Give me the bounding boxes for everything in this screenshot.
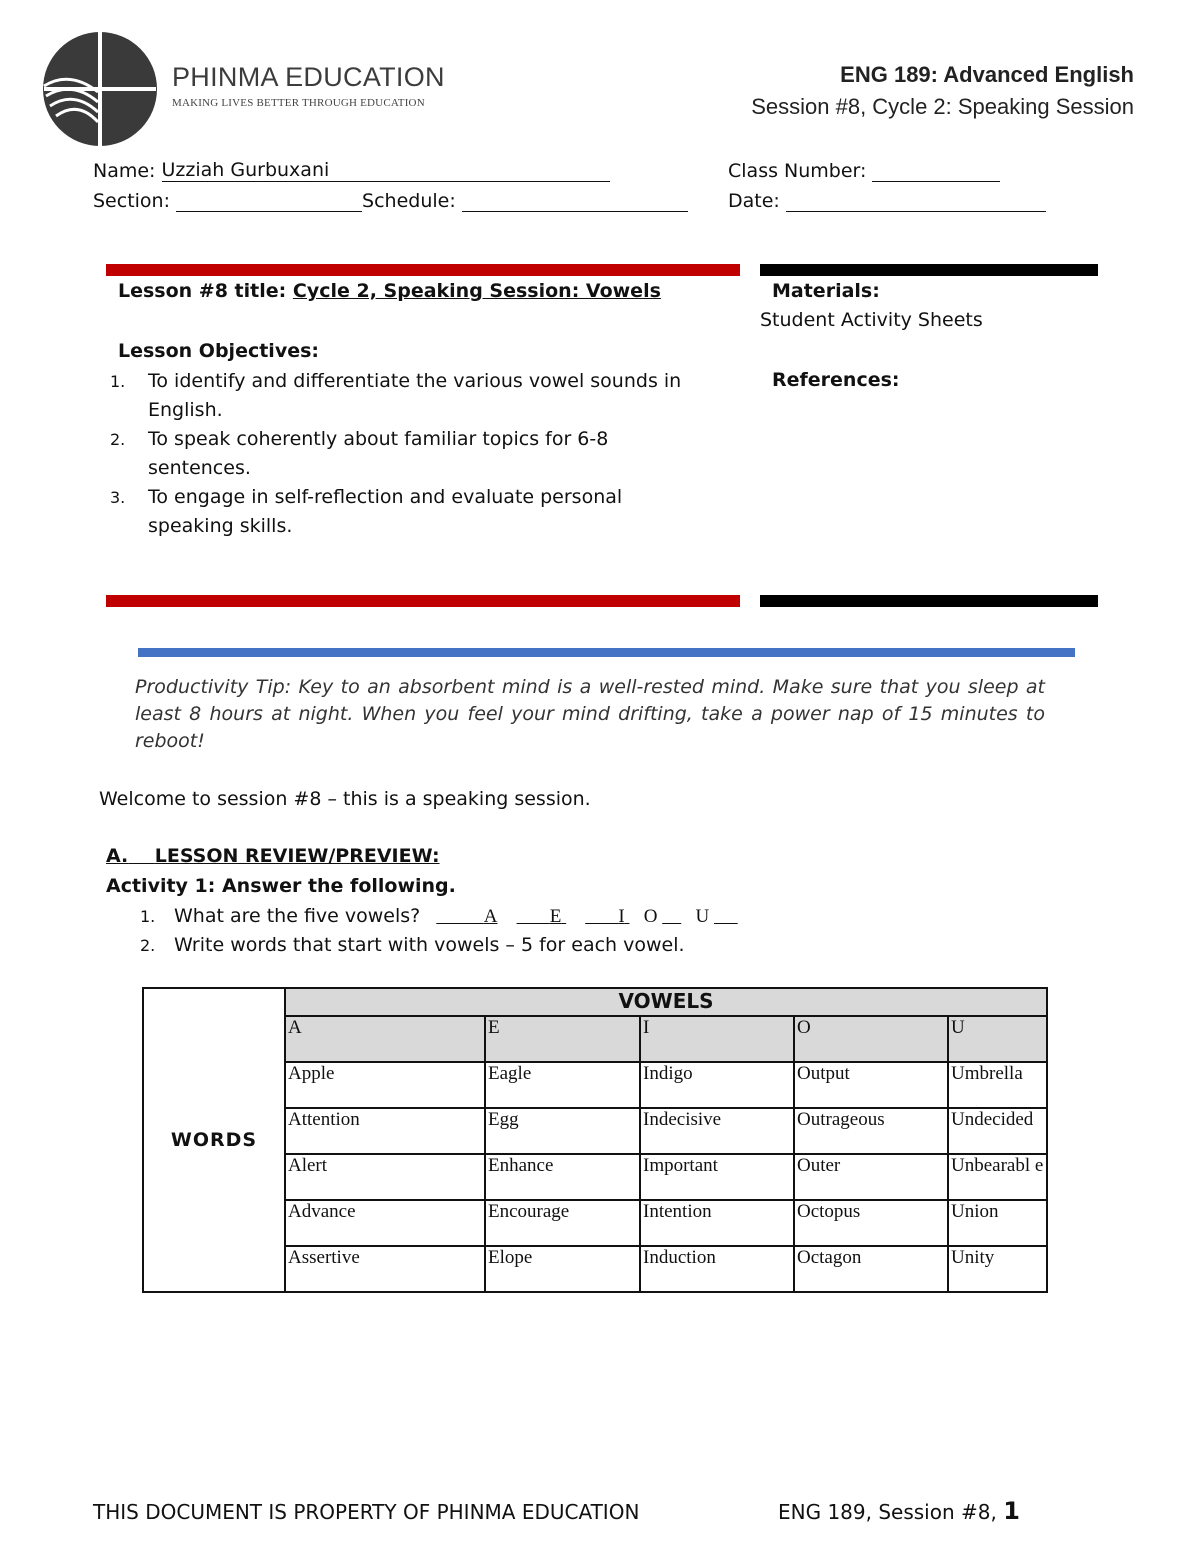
word-cell[interactable]: Outer — [794, 1154, 948, 1200]
word-cell[interactable]: Advance — [285, 1200, 485, 1246]
materials-value: Student Activity Sheets — [760, 309, 983, 331]
objectives-heading: Lesson Objectives: — [118, 340, 319, 362]
references-heading: References: — [772, 369, 900, 391]
bottom-black-divider — [760, 595, 1098, 607]
words-row-label: WORDS — [143, 988, 285, 1292]
column-header-o: O — [794, 1016, 948, 1062]
date-input[interactable] — [786, 191, 1046, 212]
objective-item — [110, 483, 710, 541]
answer-a: A — [483, 906, 498, 927]
answer-blank[interactable] — [436, 906, 497, 927]
date-field[interactable] — [728, 190, 1046, 212]
brand-tagline: MAKING LIVES BETTER THROUGH EDUCATION — [172, 97, 425, 109]
top-black-divider — [760, 264, 1098, 276]
name-value: Uzziah Gurbuxani — [161, 159, 330, 181]
section-a-heading — [106, 845, 440, 867]
objective-number: 3. — [110, 488, 126, 507]
word-cell[interactable]: Octagon — [794, 1246, 948, 1292]
lesson-title-value: Cycle 2, Speaking Session: Vowels — [292, 280, 661, 302]
objective-text: To speak coherently about familiar topics for 6-8 sentences. — [148, 428, 609, 479]
question-text: What are the five vowels? — [174, 905, 421, 927]
lesson-title-label: Lesson #8 title: — [118, 280, 287, 302]
class-number-input[interactable] — [872, 161, 1000, 182]
top-red-divider — [106, 264, 740, 276]
column-header-i: I — [640, 1016, 794, 1062]
answer-u: U — [695, 906, 710, 927]
word-cell[interactable]: Unity — [948, 1246, 1047, 1292]
word-cell[interactable]: Eagle — [485, 1062, 640, 1108]
name-input[interactable] — [162, 161, 610, 182]
section-label: Section: — [93, 190, 170, 212]
question-number: 1. — [140, 907, 156, 926]
name-field[interactable] — [93, 160, 610, 182]
word-cell[interactable]: Undecided — [948, 1108, 1047, 1154]
activity-title: Activity 1: Answer the following. — [106, 875, 456, 897]
answer-blank[interactable] — [517, 906, 567, 927]
schedule-input[interactable] — [462, 191, 688, 212]
course-title: ENG 189: Advanced English — [840, 62, 1134, 87]
word-cell[interactable]: Elope — [485, 1246, 640, 1292]
word-cell[interactable]: Assertive — [285, 1246, 485, 1292]
tip-blue-divider — [138, 648, 1075, 657]
objective-number: 2. — [110, 430, 126, 449]
class-number-field[interactable] — [728, 160, 1000, 182]
column-header-u: U — [948, 1016, 1047, 1062]
page-number: 1 — [1003, 1497, 1020, 1525]
word-cell[interactable]: Indigo — [640, 1062, 794, 1108]
answer-blank[interactable] — [662, 906, 681, 927]
question-2 — [140, 931, 685, 960]
word-cell[interactable]: Indecisive — [640, 1108, 794, 1154]
objective-item — [110, 425, 710, 483]
word-cell[interactable]: Induction — [640, 1246, 794, 1292]
footer-property-notice: THIS DOCUMENT IS PROPERTY OF PHINMA EDUCATION — [93, 1500, 640, 1524]
word-cell[interactable]: Umbrella — [948, 1062, 1047, 1108]
word-cell[interactable]: Apple — [285, 1062, 485, 1108]
name-label: Name: — [93, 160, 156, 182]
section-field[interactable] — [93, 190, 688, 212]
schedule-label: Schedule: — [362, 190, 456, 212]
question-text: Write words that start with vowels – 5 for each vowel. — [174, 934, 685, 956]
word-cell[interactable]: Egg — [485, 1108, 640, 1154]
vowels-caption: VOWELS — [285, 988, 1047, 1016]
column-header-e: E — [485, 1016, 640, 1062]
vowel-answers[interactable] — [436, 906, 737, 927]
word-cell[interactable]: Alert — [285, 1154, 485, 1200]
column-header-a: A — [285, 1016, 485, 1062]
phinma-logo-icon — [40, 30, 160, 148]
answer-blank[interactable] — [714, 906, 738, 927]
word-cell[interactable]: Output — [794, 1062, 948, 1108]
brand-name: PHINMA EDUCATION — [172, 62, 445, 92]
word-cell[interactable]: Enhance — [485, 1154, 640, 1200]
objective-number: 1. — [110, 372, 126, 391]
objective-item — [110, 367, 710, 425]
word-cell[interactable]: Encourage — [485, 1200, 640, 1246]
bottom-red-divider — [106, 595, 740, 607]
section-input[interactable] — [176, 191, 362, 212]
productivity-tip: Productivity Tip: Key to an absorbent mind is a well-rested mind. Make sure that you sleep at least 8 hours at night. When you feel your mind drifting, take a power nap of 15 minutes to reboot! — [135, 676, 1045, 752]
welcome-text: Welcome to session #8 – this is a speaking session. — [99, 788, 591, 810]
word-cell[interactable]: Outrageous — [794, 1108, 948, 1154]
answer-i: I — [618, 906, 625, 927]
section-a-letter: A. — [106, 845, 129, 867]
lesson-title — [118, 280, 661, 302]
footer-session: ENG 189, Session #8, — [778, 1500, 997, 1524]
objectives-list — [110, 367, 710, 541]
word-cell[interactable]: Intention — [640, 1200, 794, 1246]
question-1 — [140, 902, 738, 931]
answer-blank[interactable] — [585, 906, 629, 927]
answer-e: E — [549, 906, 562, 927]
course-subtitle: Session #8, Cycle 2: Speaking Session — [751, 94, 1134, 119]
objective-text: To identify and differentiate the various vowel sounds in English. — [148, 370, 682, 421]
question-number: 2. — [140, 936, 156, 955]
objective-text: To engage in self-reflection and evaluate personal speaking skills. — [148, 486, 623, 537]
word-cell[interactable]: Important — [640, 1154, 794, 1200]
word-cell[interactable]: Attention — [285, 1108, 485, 1154]
word-cell[interactable]: Union — [948, 1200, 1047, 1246]
class-number-label: Class Number: — [728, 160, 867, 182]
date-label: Date: — [728, 190, 780, 212]
section-a-title: LESSON REVIEW/PREVIEW: — [154, 845, 440, 867]
word-cell[interactable]: Unbearabl e — [948, 1154, 1047, 1200]
materials-heading: Materials: — [772, 280, 880, 302]
vowel-words-table — [142, 987, 1048, 1293]
answer-o: O — [643, 906, 658, 927]
word-cell[interactable]: Octopus — [794, 1200, 948, 1246]
footer-page-info — [778, 1497, 1020, 1525]
